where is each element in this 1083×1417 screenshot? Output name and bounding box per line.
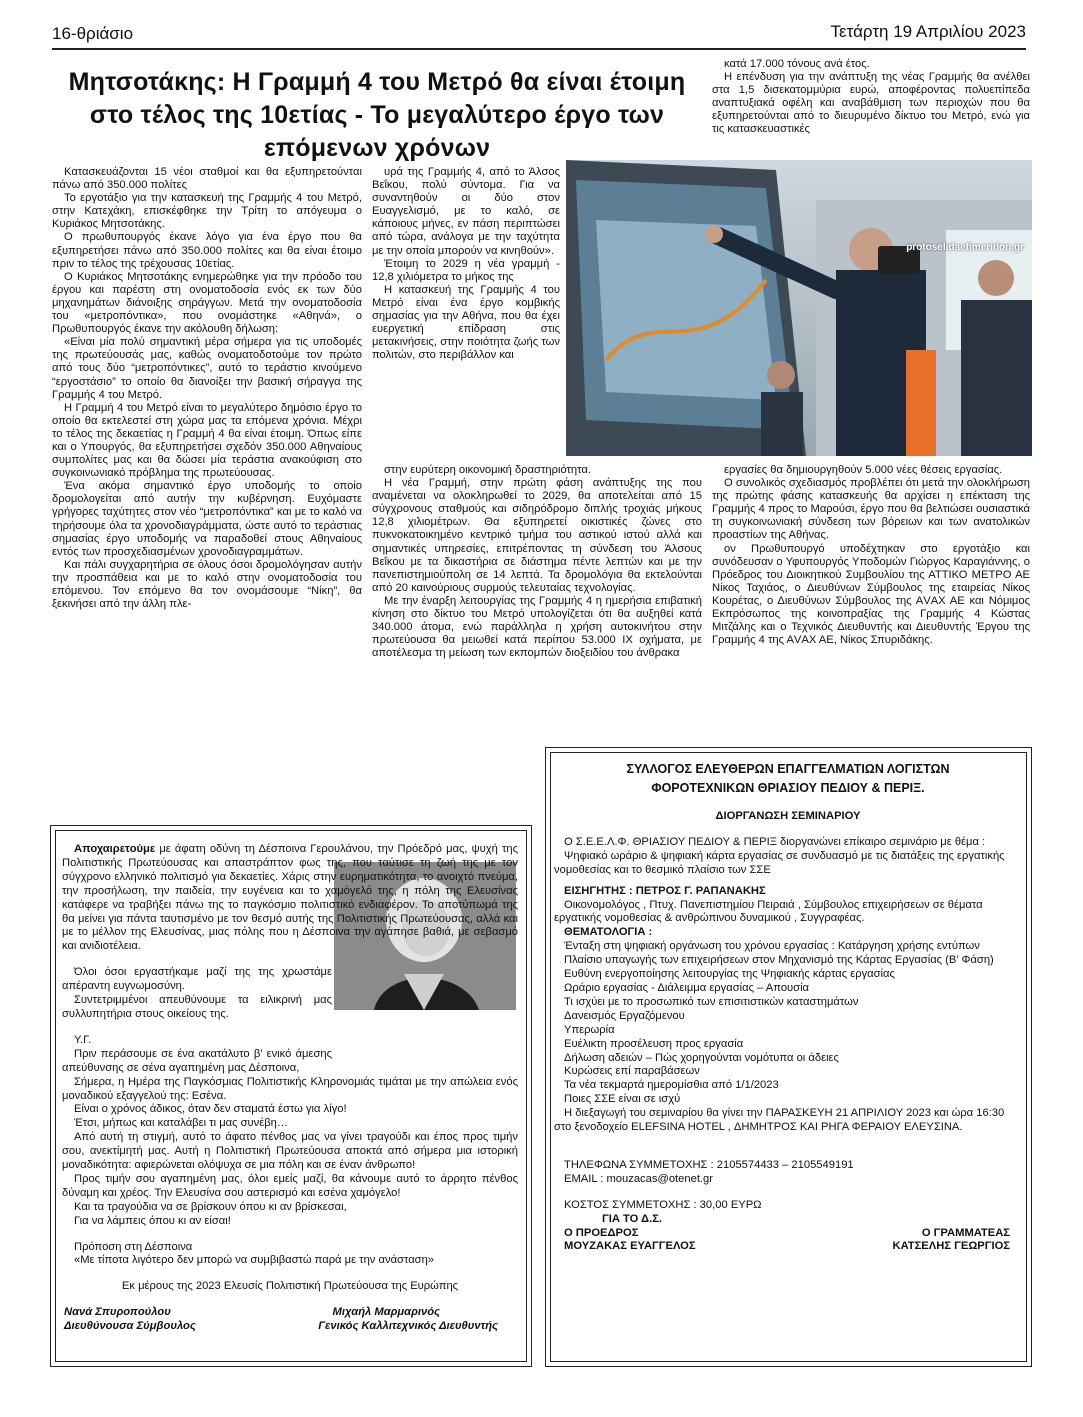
obituary-lead-rest: με άφατη οδύνη τη Δέσποινα Γερουλάνου, την Πρόεδρό μας, ψυχή της Πολιτιστικής Πρωτεύουσας και απαστράπτον φως της, που ταύτισε τη ζωή της με τον σύγχρονο ελληνικό πολιτισμό για δεκαετίες. Χάρις στην ευρηματικότητα, το ανοιχτό πνεύμα, την προσήλωση, την παιδεία, την ευγένεια και το χαμόγελό της, η πόλη της Ελευσίνας κατάφερε να τραβήξει πάνω της το παγκόσμιο πολιτιστικό ενδιαφέρον. Το αποτύπωμά της θα μείνει για πάντα ταυτισμένο με τον θεσμό αυτής της Πολιτιστικής Πρωτεύουσας, αλλά και με το μέλλον της Ελευσίνας, μιας πόλης που η Δέσποινα την αγάπησε βαθιά, με σεβασμό και ανιδιοτέλεια. bbox=[62, 843, 518, 953]
article-paragraph: Ένα ακόμα σημαντικό έργο υποδομής το οποίο δρομολογείται από αυτήν την κυβέρνηση. Ευχόμαστε γρήγορες ταχύτητες στον νέο “μετροπόντικα” και με το καλό να τηρήσουμε όλα τα χρονοδιαγράμματα, ώστε αυτό το τεράστιας σημασίας έργο υποδομής να παραδοθεί στους Αθηναίους εντός των προσχεδιασμένων χρονοδιαγραμμάτων. bbox=[52, 480, 362, 558]
article-paragraph: «Είναι μία πολύ σημαντική μέρα σήμερα για τις υποδομές της πρωτεύουσάς μας, καθώς ονοματοδοτούμε τον πρώτο από τους δύο “μετροπόντικες”, αυτό το τεράστιο κινούμενο “εργοστάσιο” το οποίο θα διανοίξει την βασική σήραγγα της Γραμμής 4 του Μετρό. bbox=[52, 336, 362, 401]
article-paragraph: εργασίες θα δημιουργηθούν 5.000 νέες θέσεις εργασίας. bbox=[724, 464, 1003, 476]
sign-left-role: Διευθύνουσα Σύμβουλος bbox=[64, 1320, 196, 1333]
seminar-topic-item: Δανεισμός Εργαζόμενου bbox=[564, 1009, 685, 1022]
article-paragraph: Η κατασκευή της Γραμμής 4 του Μετρό είναι ένα έργο κομβικής σημασίας για την Αθήνα, που θα έχει ευεργετική επίδραση στις μετακινήσεις, στην ποιότητα ζωής των πολιτών, στο περιβάλλον και bbox=[372, 283, 560, 362]
seminar-topic-item: Πλαίσιο υπαγωγής των επιχειρήσεων στον Μηχανισμό της Κάρτας Εργασίας (Β’ Φάση) bbox=[564, 954, 994, 967]
sign-left-name: Νανά Σπυροπούλου bbox=[64, 1306, 171, 1319]
metro-site-photo bbox=[566, 160, 1032, 456]
sign-right-role: Γενικός Καλλιτεχνικός Διευθυντής bbox=[318, 1320, 498, 1333]
obituary-p8: Από αυτή τη στιγμή, αυτό το άφατο πένθος μας να γίνει τραγούδι και έπος προς τιμήν σου, ανεκτίμητή μας. Αυτή η Πολιτιστική Πρωτεύουσα αποκτά από σήμερα μια ιστορική μοναδικότητα: αφιερώνεται ολόψυχα σε μια πόλη και σε έναν άνθρωπο! bbox=[62, 1131, 518, 1172]
seminar-topic-item: Τι ισχύει με το προσωπικό των επισιτιστικών καταστημάτων bbox=[564, 995, 859, 1008]
seminar-topic-item: Ευέλικτη προσέλευση προς εργασία bbox=[564, 1037, 744, 1050]
seminar-signature-roles bbox=[554, 1227, 1022, 1241]
seminar-title-2: ΦΟΡΟΤΕΧΝΙΚΩΝ ΘΡΙΑΣΙΟΥ ΠΕΔΙΟΥ & ΠΕΡΙΞ. bbox=[651, 781, 925, 795]
article-paragraph: Η επένδυση για την ανάπτυξη της νέας Γραμμής θα ανέλθει στα 1,5 δισεκατομμύρια ευρώ, αποφέροντας πολυεπίπεδα αναπτυξιακά οφέλη και αναβάθμιση των περιοχών που θα εξυπηρετούνται από το διευρυμένο δίκτυο του Μετρό, ενώ για τις κατασκευαστικές bbox=[712, 71, 1030, 136]
article-column-2-lower bbox=[372, 464, 702, 660]
obituary-signatures-names bbox=[62, 1306, 518, 1320]
seminar-topic-item: Ευθύνη ενεργοποίησης λειτουργίας της Ψηφιακής κάρτας εργασίας bbox=[564, 968, 895, 981]
obituary-on-behalf: Εκ μέρους της 2023 Ελευσίς Πολιτιστική Πρωτεύουσα της Ευρώπης bbox=[121, 1280, 459, 1293]
seminar-when: Η διεξαγωγή του σεμιναρίου θα γίνει την ΠΑΡΑΣΚΕΥΗ 21 ΑΠΡΙΛΙΟΥ 2023 και ώρα 16:30 στο ξενοδοχείο ELEFSINA HOTEL , ΔΗΜΗΤΡΟΣ ΚΑΙ ΡΗΓΑ ΦΕΡΑΙΟΥ ΕΛΕΥΣΙΝΑ. bbox=[554, 1107, 1005, 1134]
article-paragraph: Η Γραμμή 4 του Μετρό είναι το μεγαλύτερο δημόσιο έργο το οποίο θα εκτελεστεί στη χώρα μας τα επόμενα χρόνια. Μέχρι το τέλος της δεκαετίας η Γραμμή 4 θα είναι έτοιμη. Όπως είπε και ο Υπουργός, θα εξυπηρετήσει σχεδόν 350.000 Αθηναίους συμπολίτες μας και θα δώσει μία τεράστια ανακούφιση στο συγκοινωνιακό πρόβλημα της πρωτεύουσας. bbox=[52, 401, 362, 480]
article-column-1 bbox=[52, 166, 362, 611]
obituary-p13: «Με τίποτα λιγότερο δεν μπορώ να συμβιβαστώ παρά με την ανάσταση» bbox=[74, 1254, 435, 1267]
article-column-3-top bbox=[712, 58, 1030, 137]
obituary-p7: Έτσι, μήπως και καταλάβει τι μας συνέβη… bbox=[74, 1117, 289, 1130]
secretary-role: Ο ΓΡΑΜΜΑΤΕΑΣ bbox=[921, 1226, 1010, 1239]
president-role: Ο ΠΡΟΕΔΡΟΣ bbox=[564, 1226, 639, 1239]
seminar-topics-label: ΘΕΜΑΤΟΛΟΓΙΑ : bbox=[564, 926, 653, 939]
obituary-p5: Σήμερα, η Ημέρα της Παγκόσμιας Πολιτιστικής Κληρονομιάς τιμάται με την απώλεια ενός μοναδικού εξαγγελού της: Εσένα. bbox=[62, 1075, 518, 1102]
seminar-topics-list bbox=[554, 940, 1022, 1107]
seminar-topic: Ψηφιακό ωράριο & ψηφιακή κάρτα εργασίας σε συνδυασμό με τις διατάξεις της εργατικής νομοθεσίας και το θεσμικό πλαίσιο των ΣΣΕ bbox=[554, 849, 1005, 876]
article-paragraph: Και πάλι συγχαρητήρια σε όλους όσοι δρομολόγησαν αυτήν την προσπάθεια και με το καλό στην ονοματοδοσία του επόμενου. Τον επόμενο θα τον ονομάσουμε “Νίκη”, θα ξεκινήσει από την άλλη πλε- bbox=[52, 558, 362, 611]
seminar-topic-item: Ωράριο εργασίας - Διάλειμμα εργασίας – Απουσία bbox=[564, 981, 810, 994]
obituary-signatures-roles bbox=[62, 1320, 518, 1334]
obituary-p12: Πρόποση στη Δέσποινα bbox=[74, 1240, 193, 1253]
sign-right-name: Μιχαήλ Μαρμαρινός bbox=[332, 1306, 440, 1319]
seminar-title-1: ΣΥΛΛΟΓΟΣ ΕΛΕΥΘΕΡΩΝ ΕΠΑΓΓΕΛΜΑΤΙΩΝ ΛΟΓΙΣΤΩΝ bbox=[626, 762, 950, 776]
watermark: protoselidaefimeridon.gr bbox=[906, 242, 1024, 253]
seminar-topic-item: Ένταξη στη ψηφιακή οργάνωση του χρόνου εργασίας : Κατάργηση χρήσης εντύπων bbox=[564, 940, 980, 953]
obituary-lead-bold: Αποχαιρετούμε bbox=[74, 843, 156, 855]
obituary-lead bbox=[62, 843, 518, 954]
issue-date: Τετάρτη 19 Απριλίου 2023 bbox=[830, 22, 1026, 41]
article-photo bbox=[566, 160, 1032, 456]
article-paragraph: Έτοιμη το 2029 η νέα γραμμή - 12,8 χιλιόμετρα το μήκος της bbox=[372, 257, 560, 283]
seminar-email: EMAIL : mouzacas@otenet.gr bbox=[564, 1172, 713, 1185]
seminar-subtitle: ΔΙΟΡΓΑΝΩΣΗ ΣΕΜΙΝΑΡΙΟΥ bbox=[715, 810, 861, 822]
seminar-topic-item: Δήλωση αδειών – Πώς χορηγούνται νομότυπα οι άδειες bbox=[564, 1051, 839, 1064]
article-column-3 bbox=[712, 464, 1030, 647]
article-paragraph: Ο πρωθυπουργός έκανε λόγο για ένα έργο που θα εξυπηρετήσει πάνω από 350.000 πολίτες και θα είναι έτοιμο πριν το τέλος της τρέχουσας 10ετίας. bbox=[52, 231, 362, 270]
obituary-p3: Συντετριμμένοι απευθύνουμε τα ειλικρινή μας συλλυπητήρια στους οικείους της. bbox=[62, 994, 332, 1020]
article-paragraph: υρά της Γραμμής 4, από το Άλσος Βεΐκου, πολύ σύντομα. Για να συναντηθούν οι δύο στον Ευαγγελισμό, με το καλό, σε κάποιους μήνες, εν πάση περιπτώσει από τώρα, ανάλογα με την ταχύτητα με την οποία μπορούν να κινηθούν». bbox=[372, 166, 560, 257]
article-paragraph: Το εργοτάξιο για την κατασκευή της Γραμμής 4 του Μετρό, στην Κατεχάκη, επισκέφθηκε την Τρίτη το απόγευμα ο Κυριάκος Μητσοτάκης. bbox=[52, 192, 362, 231]
obituary-p6: Είναι ο χρόνος άδικος, όταν δεν σταματά έστω για λίγο! bbox=[74, 1103, 347, 1116]
secretary-name: ΚΑΤΣΕΛΗΣ ΓΕΩΡΓΙΟΣ bbox=[892, 1240, 1010, 1253]
president-name: ΜΟΥΖΑΚΑΣ ΕΥΑΓΓΕΛΟΣ bbox=[564, 1240, 696, 1253]
seminar-notice bbox=[554, 760, 1022, 1254]
page-label: 16-θριάσιο bbox=[52, 24, 134, 43]
seminar-topic-item: Υπερωρία bbox=[564, 1023, 615, 1036]
seminar-speaker: ΕΙΣΗΓΗΤΗΣ : ΠΕΤΡΟΣ Γ. ΡΑΠΑΝΑΚΗΣ bbox=[564, 884, 766, 897]
article-paragraph: Η νέα Γραμμή, στην πρώτη φάση ανάπτυξης της που αναμένεται να ολοκληρωθεί το 2029, θα αποτελείται από 15 σύγχρονους σταθμούς και σιδηρόδρομο διπλής τροχιάς μήκους 12,8 χιλιομέτρων. Θα εξυπηρετεί οικιστικές ζώνες στο πυκνοκατοικημένο κεντρικό τμήμα του αστικού ιστού αλλά και σημαντικές υπηρεσίες, επιτρέποντας τη σύνδεση του Άλσους Βεΐκου με τα δικαστήρια σε διάστημα πέντε λεπτών και με την πανεπιστημιούπολη σε 14 λεπτά. Τα δρομολόγια θα εκτελούνται από 20 καινούριους συρμούς τελευταίας τεχνολογίας. bbox=[372, 477, 702, 594]
obituary-p11: Για να λάμπεις όπου κι αν είσαι! bbox=[74, 1214, 231, 1227]
obituary-p10: Και τα τραγούδια να σε βρίσκουν όπου κι αν βρίσκεσαι, bbox=[74, 1200, 347, 1213]
article-paragraph: κατά 17.000 τόνους ανά έτος. bbox=[724, 58, 870, 70]
seminar-topic-item: Ποιες ΣΣΕ είναι σε ισχύ bbox=[564, 1093, 681, 1106]
article-column-2 bbox=[372, 166, 560, 362]
seminar-intro: Ο Σ.Ε.Ε.Λ.Φ. ΘΡΙΑΣΙΟΥ ΠΕΔΙΟΥ & ΠΕΡΙΞ διοργανώνει επίκαιρο σεμινάριο με θέμα : bbox=[564, 835, 986, 848]
article-paragraph: στην ευρύτερη οικονομική δραστηριότητα. bbox=[384, 464, 591, 476]
obituary-p2: Όλοι όσοι εργαστήκαμε μαζί της της χρωστάμε απέραντη ευγνωμοσύνη. bbox=[62, 966, 332, 993]
obituary-p9: Προς τιμήν σου αγαπημένη μας, όλοι εμείς μαζί, θα κάνουμε αυτό το άρρητο πένθος δύναμη και χρέος. Την Ελευσίνα σου αστερισμό και εσένα χαμόγελο! bbox=[62, 1172, 518, 1199]
article-paragraph: ον Πρωθυπουργό υποδέχτηκαν στο εργοτάξιο και συνόδευσαν ο Υφυπουργός Υποδομών Γιώργος Καραγιάννης, ο Πρόεδρος του Διοικητικού Συμβουλίου της ΑΤΤΙΚΟ ΜΕΤΡΟ ΑΕ Νίκος Ταχιάος, ο Διευθύνων Σύμβουλος της εταιρείας Νίκος Κουρέτας, ο Διευθύνων Σύμβουλος της ΑVΑΧ ΑΕ και Νόμιμος Εκπρόσωπος της κοινοπραξίας της Γραμμής 4 Κώστας Μιτζάλης και ο Τεχνικός Διευθυντής και Διευθυντής Έργου της Γραμμής 4 της ΑVΑΧ ΑΕ, Νίκος Σπυριδάκης. bbox=[712, 542, 1030, 647]
obituary-p4: Πριν περάσουμε σε ένα ακατάλυτο β’ ενικό άμεσης απεύθυνσης σε σένα αγαπημένη μας Δέσποινα, bbox=[62, 1047, 332, 1074]
seminar-speaker-bio: Οικονομολόγος , Πτυχ. Πανεπιστημίου Πειραιά , Σύμβουλος επιχειρήσεων σε θέματα εργατικής νομοθεσίας & ανθρώπινου δυναμικού , Συγγραφέας. bbox=[554, 898, 983, 925]
header-rule bbox=[52, 48, 1026, 50]
obituary-text bbox=[62, 843, 518, 1334]
seminar-phones: ΤΗΛΕΦΩΝΑ ΣΥΜΜΕΤΟΧΗΣ : 2105574433 – 2105549191 bbox=[564, 1158, 854, 1171]
seminar-topic-item: Τα νέα τεκμαρτά ημερομίσθια από 1/1/2023 bbox=[564, 1079, 779, 1092]
article-paragraph: Ο Κυριάκος Μητσοτάκης ενημερώθηκε για την πρόοδο του έργου και παρέστη στη ονοματοδοσία ενός εκ των δύο μηχανημάτων διάνοιξης σηράγγων. Μετά την ονοματοδοσία του «μετροπόντικα», που ονομάστηκε «Αθηνά», ο Πρωθυπουργός έκανε την ακόλουθη δήλωση: bbox=[52, 270, 362, 336]
article-paragraph: Κατασκευάζονται 15 νέοι σταθμοί και θα εξυπηρετούνται πάνω από 350.000 πολίτες bbox=[52, 166, 362, 192]
article-paragraph: Με την έναρξη λειτουργίας της Γραμμής 4 η ημερήσια επιβατική κίνηση στο δίκτυο του Μετρό υπολογίζεται ότι θα αυξηθεί κατά 340.000 άτομα, ενώ παράλληλα η χρήση αυτοκινήτου στην πρωτεύουσα θα μειωθεί κατά περίπου 53.000 ΙΧ οχήματα, με αποτέλεσμα τη μείωση των εκπομπών διοξειδίου του άνθρακα bbox=[372, 594, 702, 660]
article-paragraph: Ο συνολικός σχεδιασμός προβλέπει ότι μετά την ολοκλήρωση της πρώτης φάσης κατασκευής θα αρχίσει η επέκταση της Γραμμής 4 προς το Μαρούσι, έργο που θα βελτιώσει ουσιαστικά τη συγκοινωνιακή σύνδεση των βόρειων και των ανατολικών προαστίων της Αθήνας. bbox=[712, 477, 1030, 542]
seminar-cost: ΚΟΣΤΟΣ ΣΥΜΜΕΤΟΧΗΣ : 30,00 ΕΥΡΩ bbox=[564, 1198, 762, 1211]
seminar-board: ΓΙΑ ΤΟ Δ.Σ. bbox=[602, 1212, 663, 1225]
seminar-topic-item: Κυρώσεις επί παραβάσεων bbox=[564, 1065, 700, 1078]
obituary-ps: Υ.Γ. bbox=[74, 1033, 92, 1046]
seminar-signature-names bbox=[554, 1240, 1022, 1254]
article-headline: Μητσοτάκης: Η Γραμμή 4 του Μετρό θα είναι έτοιμη στο τέλος της 10ετίας - Το μεγαλύτερο έργο των επόμενων χρόνων bbox=[68, 68, 686, 162]
